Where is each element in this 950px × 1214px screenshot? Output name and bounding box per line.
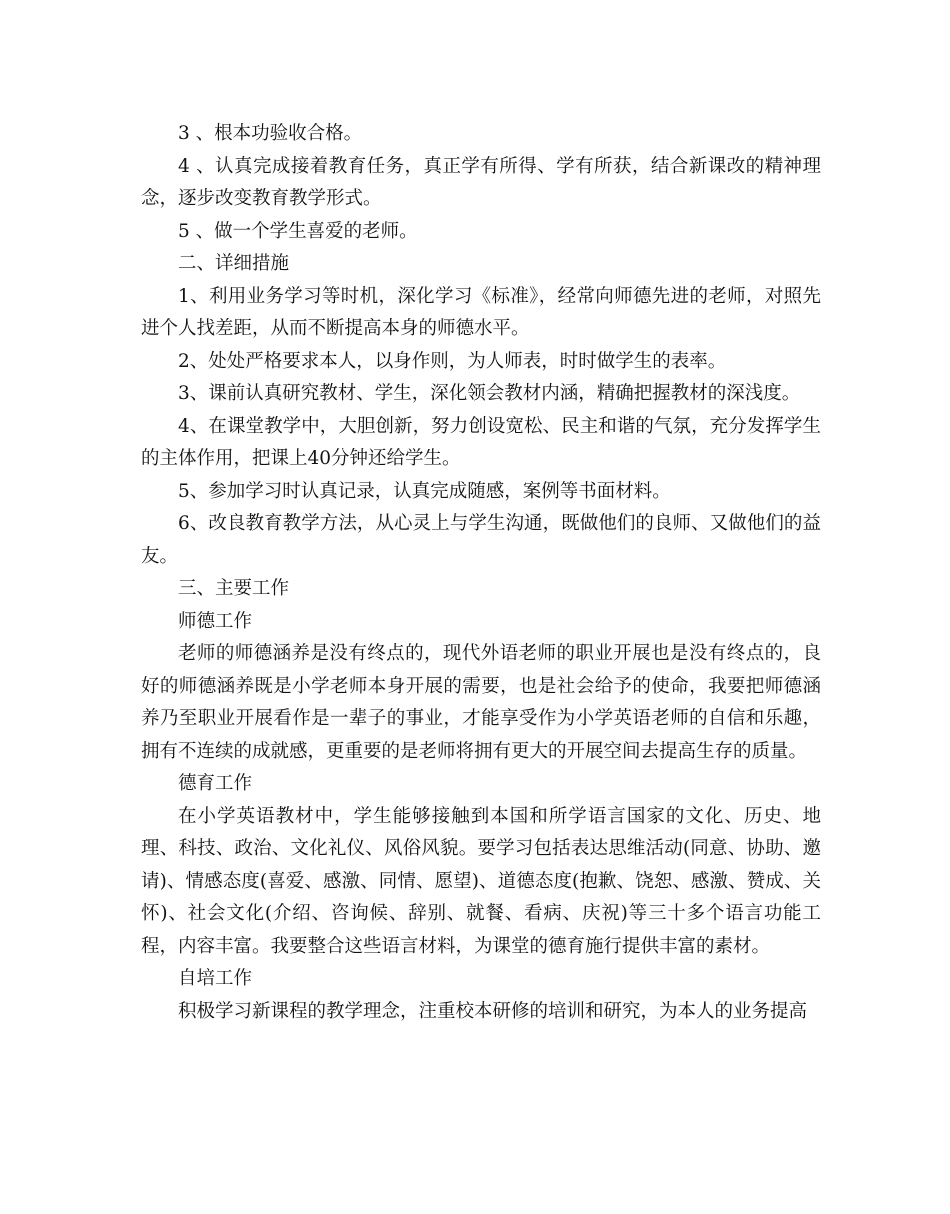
paragraph-goal-4: 4 、认真完成接着教育任务，真正学有所得、学有所获，结合新课改的精神理念，逐步改变教育教学形式。 (141, 155, 821, 209)
subheading-ethics-work: 师德工作 (178, 610, 253, 632)
section-heading-main-work: 三、主要工作 (178, 578, 290, 599)
paragraph-ethics-work: 老师的师德涵养是没有终点的，现代外语老师的职业开展也是没有终点的，良好的师德涵养既是小学老师本身开展的需要，也是社会给予的使命，我要把师德涵养乃至职业开展看作是一辈子的事业，才能享受作为小学英语老师的自信和乐趣，拥有不连续的成就感，更重要的是老师将拥有更大的开展空间去提高生存的质量。 (141, 643, 821, 762)
paragraph-goal-5: 5 、做一个学生喜爱的老师。 (178, 220, 418, 242)
document-body (141, 118, 821, 1028)
paragraph-self-training: 积极学习新课程的教学理念，注重校本研修的培训和研究，为本人的业务提高 (178, 1000, 808, 1022)
paragraph-measure-4: 4、在课堂教学中，大胆创新，努力创设宽松、民主和谐的气氛，充分发挥学生的主体作用，把课上40分钟还给学生。 (141, 415, 821, 469)
paragraph-measure-3: 3、课前认真研究教材、学生，深化领会教材内涵，精确把握教材的深浅度。 (178, 383, 801, 404)
paragraph-measure-1: 1、利用业务学习等时机，深化学习《标准》，经常向师德先进的老师，对照先进个人找差距，从而不断提高本身的师德水平。 (141, 285, 821, 339)
paragraph-measure-5: 5、参加学习时认真记录，认真完成随感，案例等书面材料。 (178, 480, 671, 502)
paragraph-measure-6: 6、改良教育教学方法，从心灵上与学生沟通，既做他们的良师、又做他们的益友。 (141, 513, 821, 567)
section-heading-measures: 二、详细措施 (178, 253, 290, 274)
paragraph-measure-2: 2、处处严格要求本人，以身作则，为人师表，时时做学生的表率。 (178, 350, 727, 372)
paragraph-goal-3: 3 、根本功验收合格。 (178, 123, 363, 144)
subheading-moral-education: 德育工作 (178, 773, 253, 794)
subheading-self-training: 自培工作 (178, 968, 253, 989)
paragraph-moral-education: 在小学英语教材中，学生能够接触到本国和所学语言国家的文化、历史、地理、科技、政治、文化礼仪、风俗风貌。要学习包括表达思维活动(同意、协助、邀请)、情感态度(喜爱、感激、同情、愿望)、道德态度(抱歉、饶恕、感激、赞成、关怀)、社会文化(介绍、咨询候、辞别、就餐、看病、庆祝)等三十多个语言功能工程，内容丰富。我要整合这些语言材料，为课堂的德育施行提供丰富的素材。 (141, 805, 821, 957)
